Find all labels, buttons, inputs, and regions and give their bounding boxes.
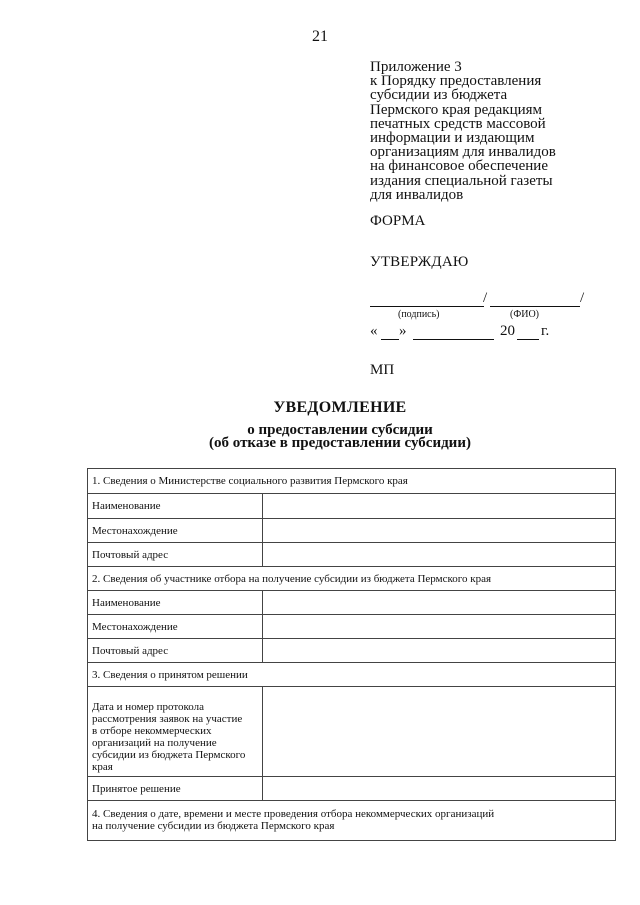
ministry-location-field[interactable] <box>263 519 615 542</box>
protocol-label-line: Дата и номер протокола <box>92 701 204 713</box>
date-open-quote: « <box>370 323 378 339</box>
section-decision <box>88 663 615 687</box>
date-year-prefix: 20 <box>500 323 515 339</box>
participant-postal-field[interactable] <box>263 639 615 662</box>
full-name-line <box>490 306 580 307</box>
protocol-field[interactable] <box>263 687 615 776</box>
appendix-heading <box>370 60 605 202</box>
participant-location-field[interactable] <box>263 615 615 638</box>
ministry-postal-field[interactable] <box>263 543 615 566</box>
full-name-separator: / <box>580 290 585 306</box>
table-row <box>88 591 615 615</box>
field-label: Принятое решение <box>88 777 263 800</box>
field-label: Почтовый адрес <box>88 639 263 662</box>
participant-name-field[interactable] <box>263 591 615 614</box>
table-row <box>88 615 615 639</box>
signature-caption: (подпись) <box>398 309 440 320</box>
section-title-cont: на получение субсидии из бюджета Пермского края <box>92 820 335 832</box>
protocol-label-line: субсидии из бюджета Пермского <box>92 749 246 761</box>
appendix-line: на финансовое обеспечение <box>370 158 548 175</box>
page-number: 21 <box>312 28 328 45</box>
protocol-label-line: в отборе некоммерческих <box>92 725 212 737</box>
section-title: 1. Сведения о Министерстве социального развития Пермского края <box>92 475 408 487</box>
section-title: 2. Сведения об участнике отбора на получение субсидии из бюджета Пермского края <box>92 572 492 585</box>
section-title: 4. Сведения о дате, времени и месте проведения отбора некоммерческих организаций <box>92 808 495 820</box>
field-label: Местонахождение <box>88 615 263 638</box>
appendix-line: Приложение 3 <box>370 59 462 75</box>
table-row <box>88 519 615 543</box>
protocol-label-line: рассмотрения заявок на участие <box>92 713 243 725</box>
date-close-quote: » <box>399 323 407 339</box>
field-label: Наименование <box>88 494 263 518</box>
protocol-label-line: края <box>92 761 113 773</box>
signature-line <box>370 306 484 307</box>
appendix-line: печатных средств массовой <box>370 115 546 132</box>
appendix-line: информации и издающим <box>370 130 535 147</box>
field-label: Почтовый адрес <box>88 543 263 566</box>
date-year-blank <box>517 339 539 340</box>
appendix-line: Пермского края редакциям <box>370 101 543 118</box>
notice-subtitle: о предоставлении субсидии <box>247 422 433 438</box>
decision-field[interactable] <box>263 777 615 800</box>
section-participant <box>88 567 615 591</box>
section-title: 3. Сведения о принятом решении <box>92 668 248 681</box>
full-name-caption: (ФИО) <box>510 309 540 320</box>
date-month-blank <box>413 339 494 340</box>
signature-separator: / <box>483 290 488 306</box>
appendix-line: к Порядку предоставления <box>370 73 542 90</box>
field-label: Наименование <box>88 591 263 614</box>
protocol-label <box>88 687 263 776</box>
section-ministry <box>88 469 615 494</box>
section-selection-info <box>88 801 615 841</box>
stamp-place: МП <box>370 362 395 378</box>
form-label: ФОРМА <box>370 213 426 229</box>
approve-heading: УТВЕРЖДАЮ <box>370 254 469 270</box>
protocol-label-line: организаций на получение <box>92 737 217 749</box>
appendix-line: издания специальной газеты <box>370 172 553 189</box>
date-day-blank <box>381 339 399 340</box>
table-row <box>88 687 615 777</box>
date-year-suffix: г. <box>541 323 550 339</box>
ministry-name-field[interactable] <box>263 494 615 518</box>
notice-form-table <box>87 468 616 841</box>
field-label: Местонахождение <box>88 519 263 542</box>
appendix-line: для инвалидов <box>370 186 464 203</box>
table-row <box>88 494 615 519</box>
notice-title: УВЕДОМЛЕНИЕ <box>273 399 407 416</box>
table-row <box>88 543 615 567</box>
appendix-line: субсидии из бюджета <box>370 87 508 104</box>
table-row <box>88 639 615 663</box>
appendix-line: организациям для инвалидов <box>370 144 556 161</box>
notice-subtitle-alt: (об отказе в предоставлении субсидии) <box>209 435 471 451</box>
table-row <box>88 777 615 801</box>
